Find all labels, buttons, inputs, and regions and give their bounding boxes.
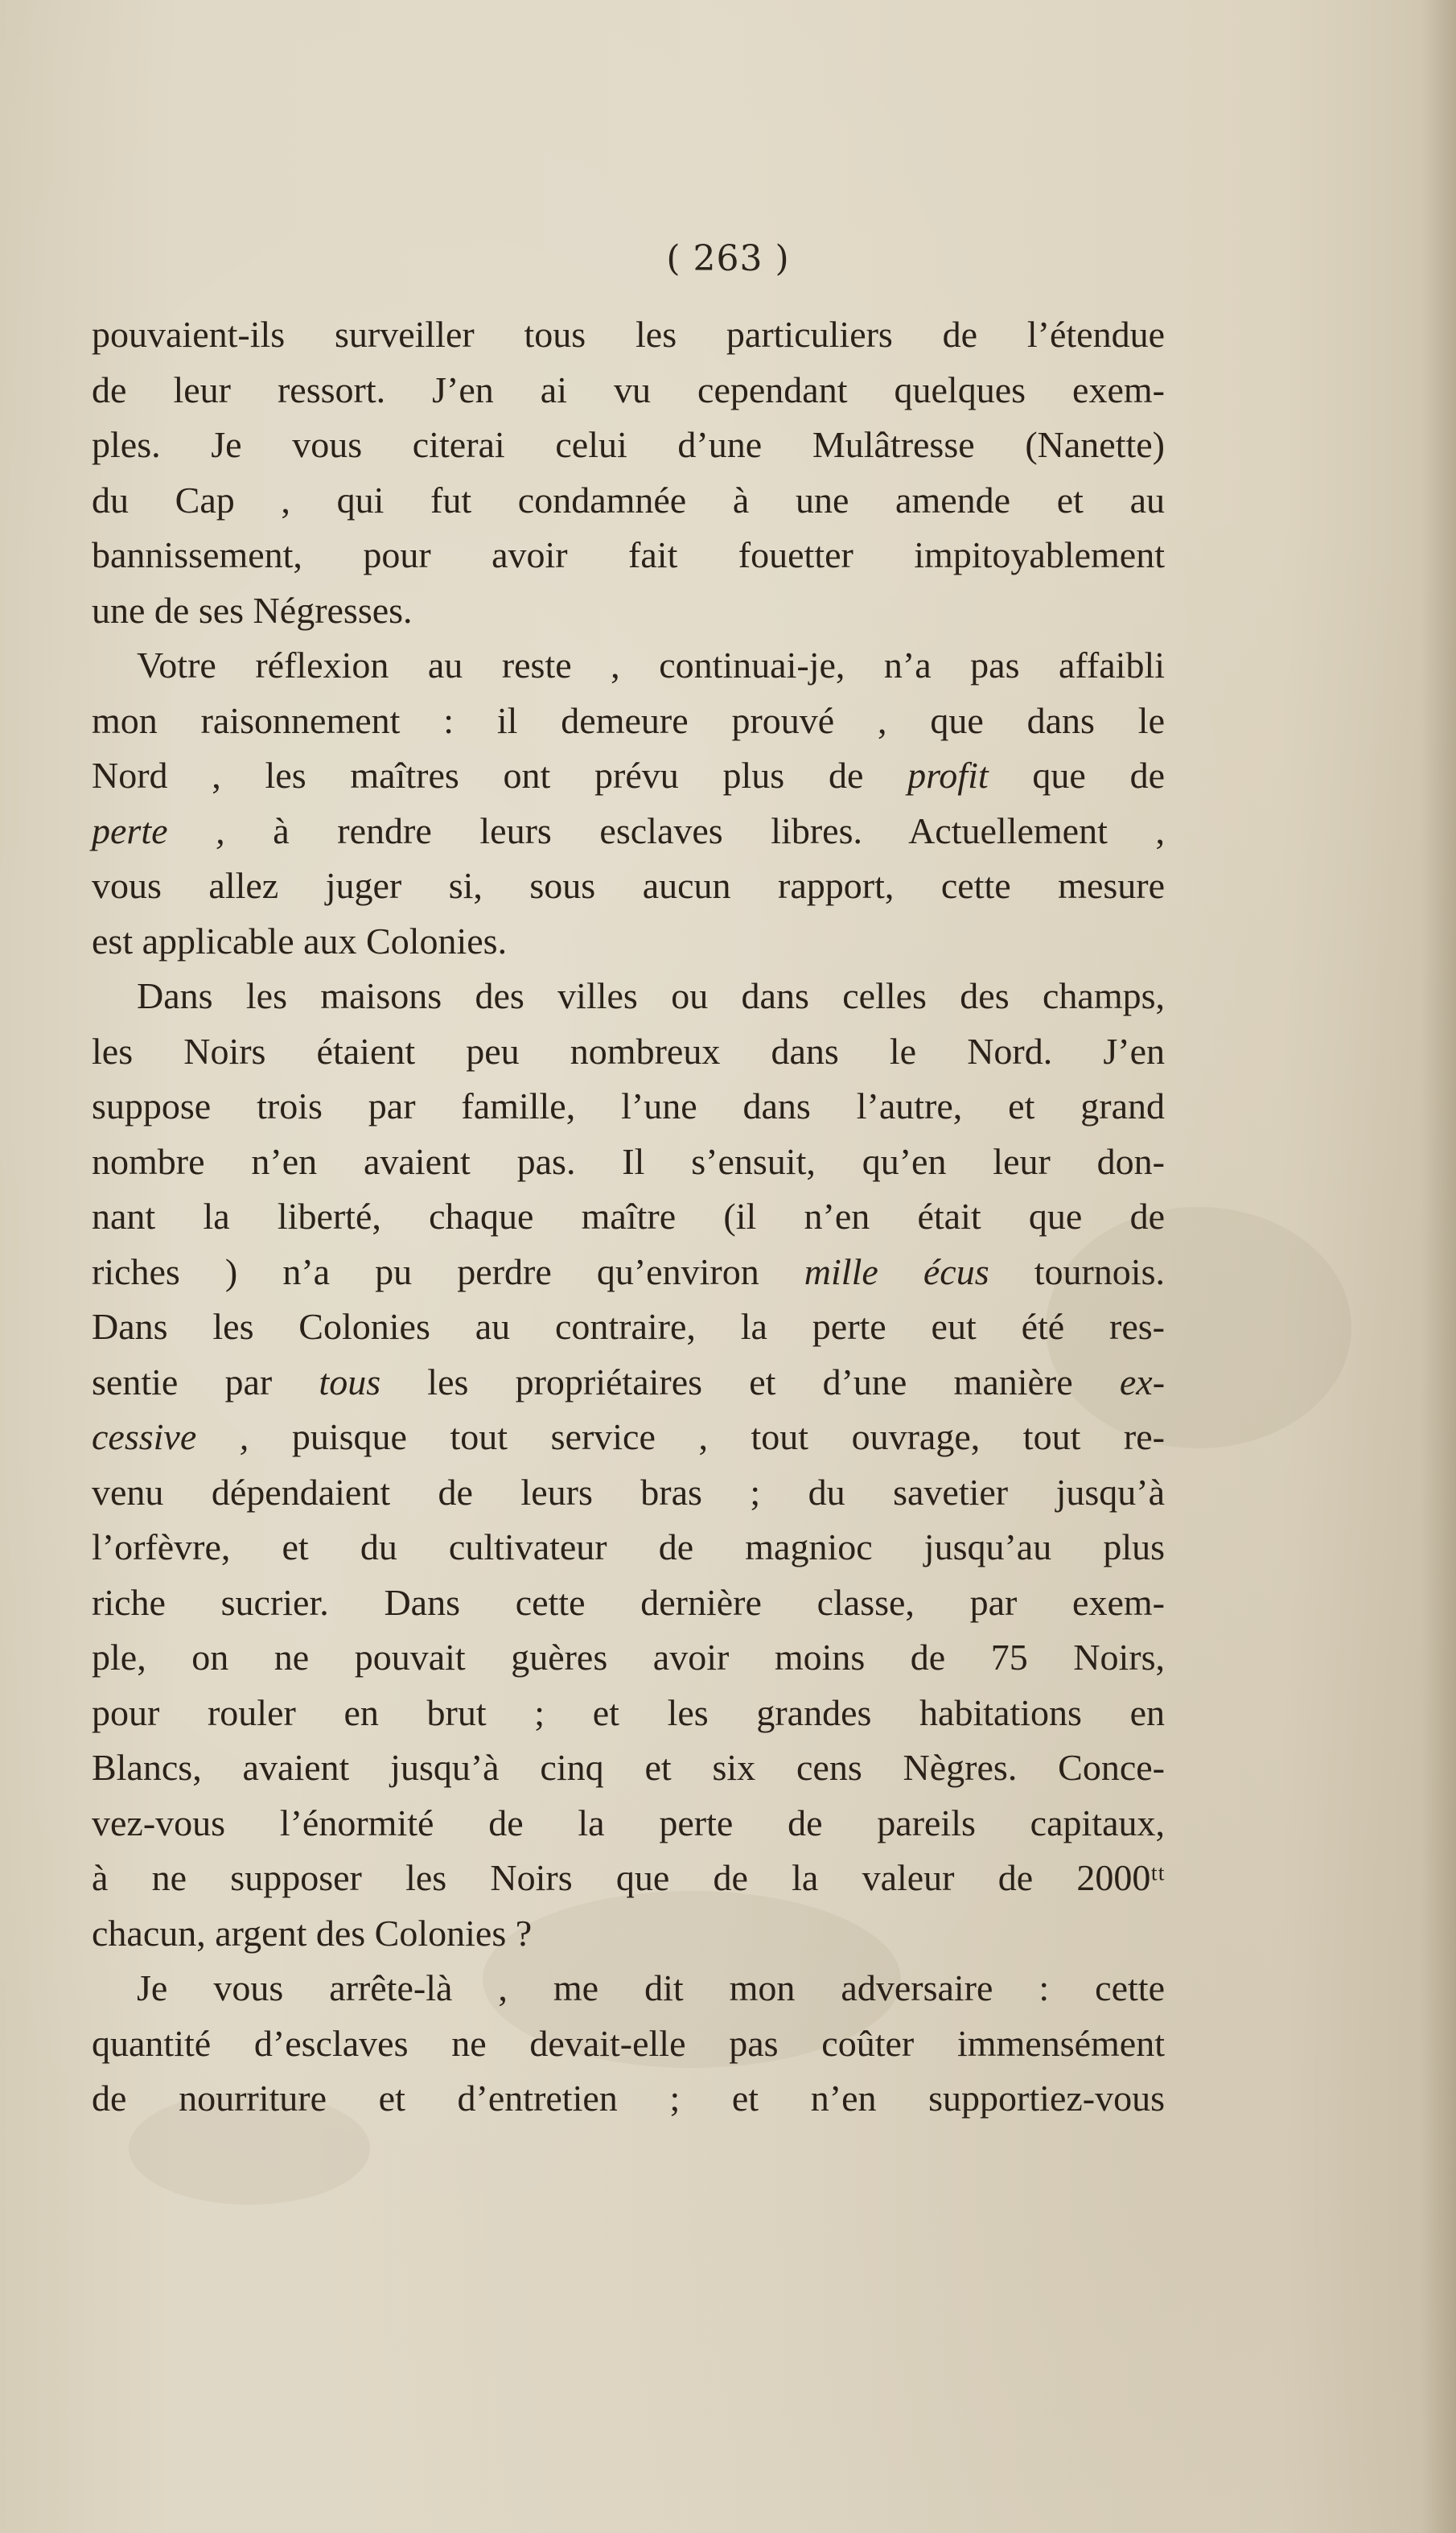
page-number: ( 263 ) <box>666 238 790 279</box>
text-line: Dans les maisons des villes ou dans celles des champs, <box>137 975 1165 1016</box>
italic-run: tous <box>319 1361 381 1402</box>
text-run: Nord , les maîtres ont prévu plus de <box>92 755 908 796</box>
text-line: les Noirs étaient peu nombreux dans le Nord. J’en <box>92 1030 1165 1072</box>
text-line: pouvaient-ils surveiller tous les particuliers de l’étendue <box>92 314 1165 355</box>
text-line-mixed <box>92 748 1165 804</box>
text-line: bannissement, pour avoir fait fouetter impitoyablement <box>92 534 1165 575</box>
text-run: à rendre leurs esclaves libres. Actuellement , <box>224 809 1165 851</box>
text-line: quantité d’esclaves ne devait-elle pas coûter immensément <box>92 2022 1165 2064</box>
text-line: Je vous arrête-là , me dit mon adversaire : cette <box>137 1967 1165 2008</box>
text-line-mixed <box>92 804 1165 859</box>
text-line: à ne supposer les Noirs que de la valeur de 2000ᵗᵗ <box>92 1857 1165 1898</box>
text-line: l’orfèvre, et du cultivateur de magnioc jusqu’au plus <box>92 1526 1165 1567</box>
paragraph-4 <box>92 1961 1165 2127</box>
text-run: riches ) n’a pu perdre qu’environ <box>92 1250 804 1292</box>
text-run: que de <box>988 755 1165 796</box>
text-line: chacun, argent des Colonies ? <box>92 1912 533 1954</box>
text-run: sentie par <box>92 1361 319 1402</box>
text-line: riche sucrier. Dans cette dernière classe, par exem- <box>92 1581 1165 1623</box>
text-line: pour rouler en brut ; et les grandes habitations en <box>92 1691 1165 1733</box>
text-line-mixed <box>92 1355 1165 1411</box>
text-line: est applicable aux Colonies. <box>92 920 508 962</box>
text-line: venu dépendaient de leurs bras ; du savetier jusqu’à <box>92 1471 1165 1513</box>
italic-run: profit <box>907 755 989 796</box>
page-edge-shadow <box>1421 0 1456 2533</box>
paragraph-3 <box>92 969 1165 1961</box>
italic-run: ex- <box>1119 1361 1166 1402</box>
text-line: une de ses Négresses. <box>92 589 413 631</box>
text-line: Dans les Colonies au contraire, la perte eut été res- <box>92 1306 1165 1347</box>
text-line: de nourriture et d’entretien ; et n’en supportiez-vous <box>92 2078 1165 2119</box>
text-line: Blancs, avaient jusqu’à cinq et six cens Nègres. Conce- <box>92 1747 1165 1788</box>
text-line: nant la liberté, chaque maître (il n’en était que de <box>92 1196 1165 1237</box>
text-run: tournois. <box>989 1250 1165 1292</box>
text-line: mon raisonnement : il demeure prouvé , que dans le <box>92 699 1165 741</box>
text-line: de leur ressort. J’en ai vu cependant quelques exem- <box>92 369 1165 410</box>
paragraph-1 <box>92 307 1165 638</box>
text-line: vous allez juger si, sous aucun rapport, cette mesure <box>92 865 1165 906</box>
text-line: ples. Je vous citerai celui d’une Mulâtresse (Nanette) <box>92 424 1165 465</box>
italic-run: mille écus <box>804 1250 989 1292</box>
text-line-mixed <box>92 1245 1165 1300</box>
italic-run: cessive , <box>92 1416 249 1457</box>
text-line: du Cap , qui fut condamnée à une amende et au <box>92 479 1165 521</box>
text-line: suppose trois par famille, l’une dans l’autre, et grand <box>92 1085 1165 1126</box>
text-line: ple, on ne pouvait guères avoir moins de 75 Noirs, <box>92 1637 1165 1678</box>
text-run: les propriétaires et d’une manière <box>380 1361 1120 1402</box>
paragraph-2 <box>92 638 1165 969</box>
body-text <box>92 307 1165 2127</box>
text-run: puisque tout service , tout ouvrage, tout re- <box>249 1416 1165 1457</box>
text-line: nombre n’en avaient pas. Il s’ensuit, qu’en leur don- <box>92 1140 1165 1182</box>
italic-run: perte , <box>92 809 225 851</box>
text-line: Votre réflexion au reste , continuai-je, n’a pas affaibli <box>137 645 1165 686</box>
text-line: vez-vous l’énormité de la perte de pareils capitaux, <box>92 1802 1165 1843</box>
text-line-mixed <box>92 1410 1165 1465</box>
